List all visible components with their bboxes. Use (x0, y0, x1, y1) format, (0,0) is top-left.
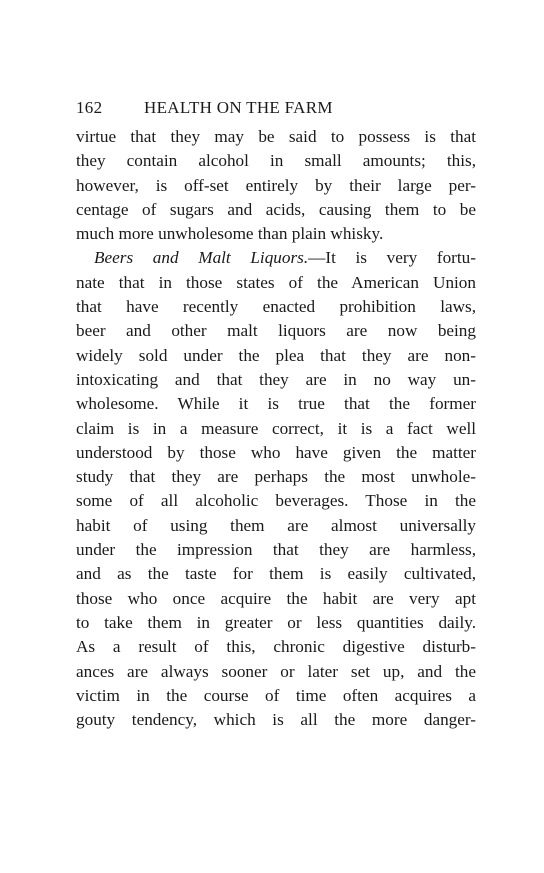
running-title: HEALTH ON THE FARM (144, 98, 333, 117)
text-line: beer and other malt liquors are now being (76, 321, 476, 341)
text-line: study that they are perhaps the most unwhole- (76, 467, 476, 487)
text-line: claim is in a measure correct, it is a fact well (76, 418, 476, 438)
text-line: that have recently enacted prohibition laws, (76, 297, 476, 317)
running-head (76, 93, 476, 123)
page-number: 162 (76, 98, 103, 117)
text-line: much more unwholesome than plain whisky. (76, 224, 384, 244)
text-line: intoxicating and that they are in no way un- (76, 369, 476, 389)
text-line: those who once acquire the habit are very apt (76, 588, 476, 608)
text-line: virtue that they may be said to possess is that (76, 127, 476, 146)
text-line: ances are always sooner or later set up, and the (76, 661, 476, 681)
text-line: to take them in greater or less quantities daily. (76, 612, 476, 632)
body-text (76, 125, 476, 732)
text-line: they contain alcohol in small amounts; this, (76, 151, 476, 171)
text-line: nate that in those states of the American Union (76, 272, 476, 292)
text-line: some of all alcoholic beverages. Those in the (76, 491, 476, 511)
text-line: centage of sugars and acids, causing them to be (76, 199, 476, 219)
text-line: and as the taste for them is easily cultivated, (76, 564, 476, 584)
text-line: however, is off-set entirely by their large per- (76, 175, 476, 195)
text-line: wholesome. While it is true that the former (76, 394, 476, 414)
book-page (76, 93, 476, 732)
text-line: gouty tendency, which is all the more danger- (76, 710, 476, 730)
text-line: As a result of this, chronic digestive disturb- (76, 637, 476, 657)
text-line: widely sold under the plea that they are non- (76, 345, 476, 365)
section-heading: Beers and Malt Liquors. (94, 248, 309, 268)
text-line: under the impression that they are harmless, (76, 540, 476, 560)
text-line: victim in the course of time often acquires a (76, 685, 476, 705)
text-line: understood by those who have given the matter (76, 442, 476, 462)
text-line: habit of using them are almost universally (76, 515, 476, 535)
section-first-line-text: —It is very fortu- (308, 248, 476, 268)
section-first-line (76, 246, 476, 270)
